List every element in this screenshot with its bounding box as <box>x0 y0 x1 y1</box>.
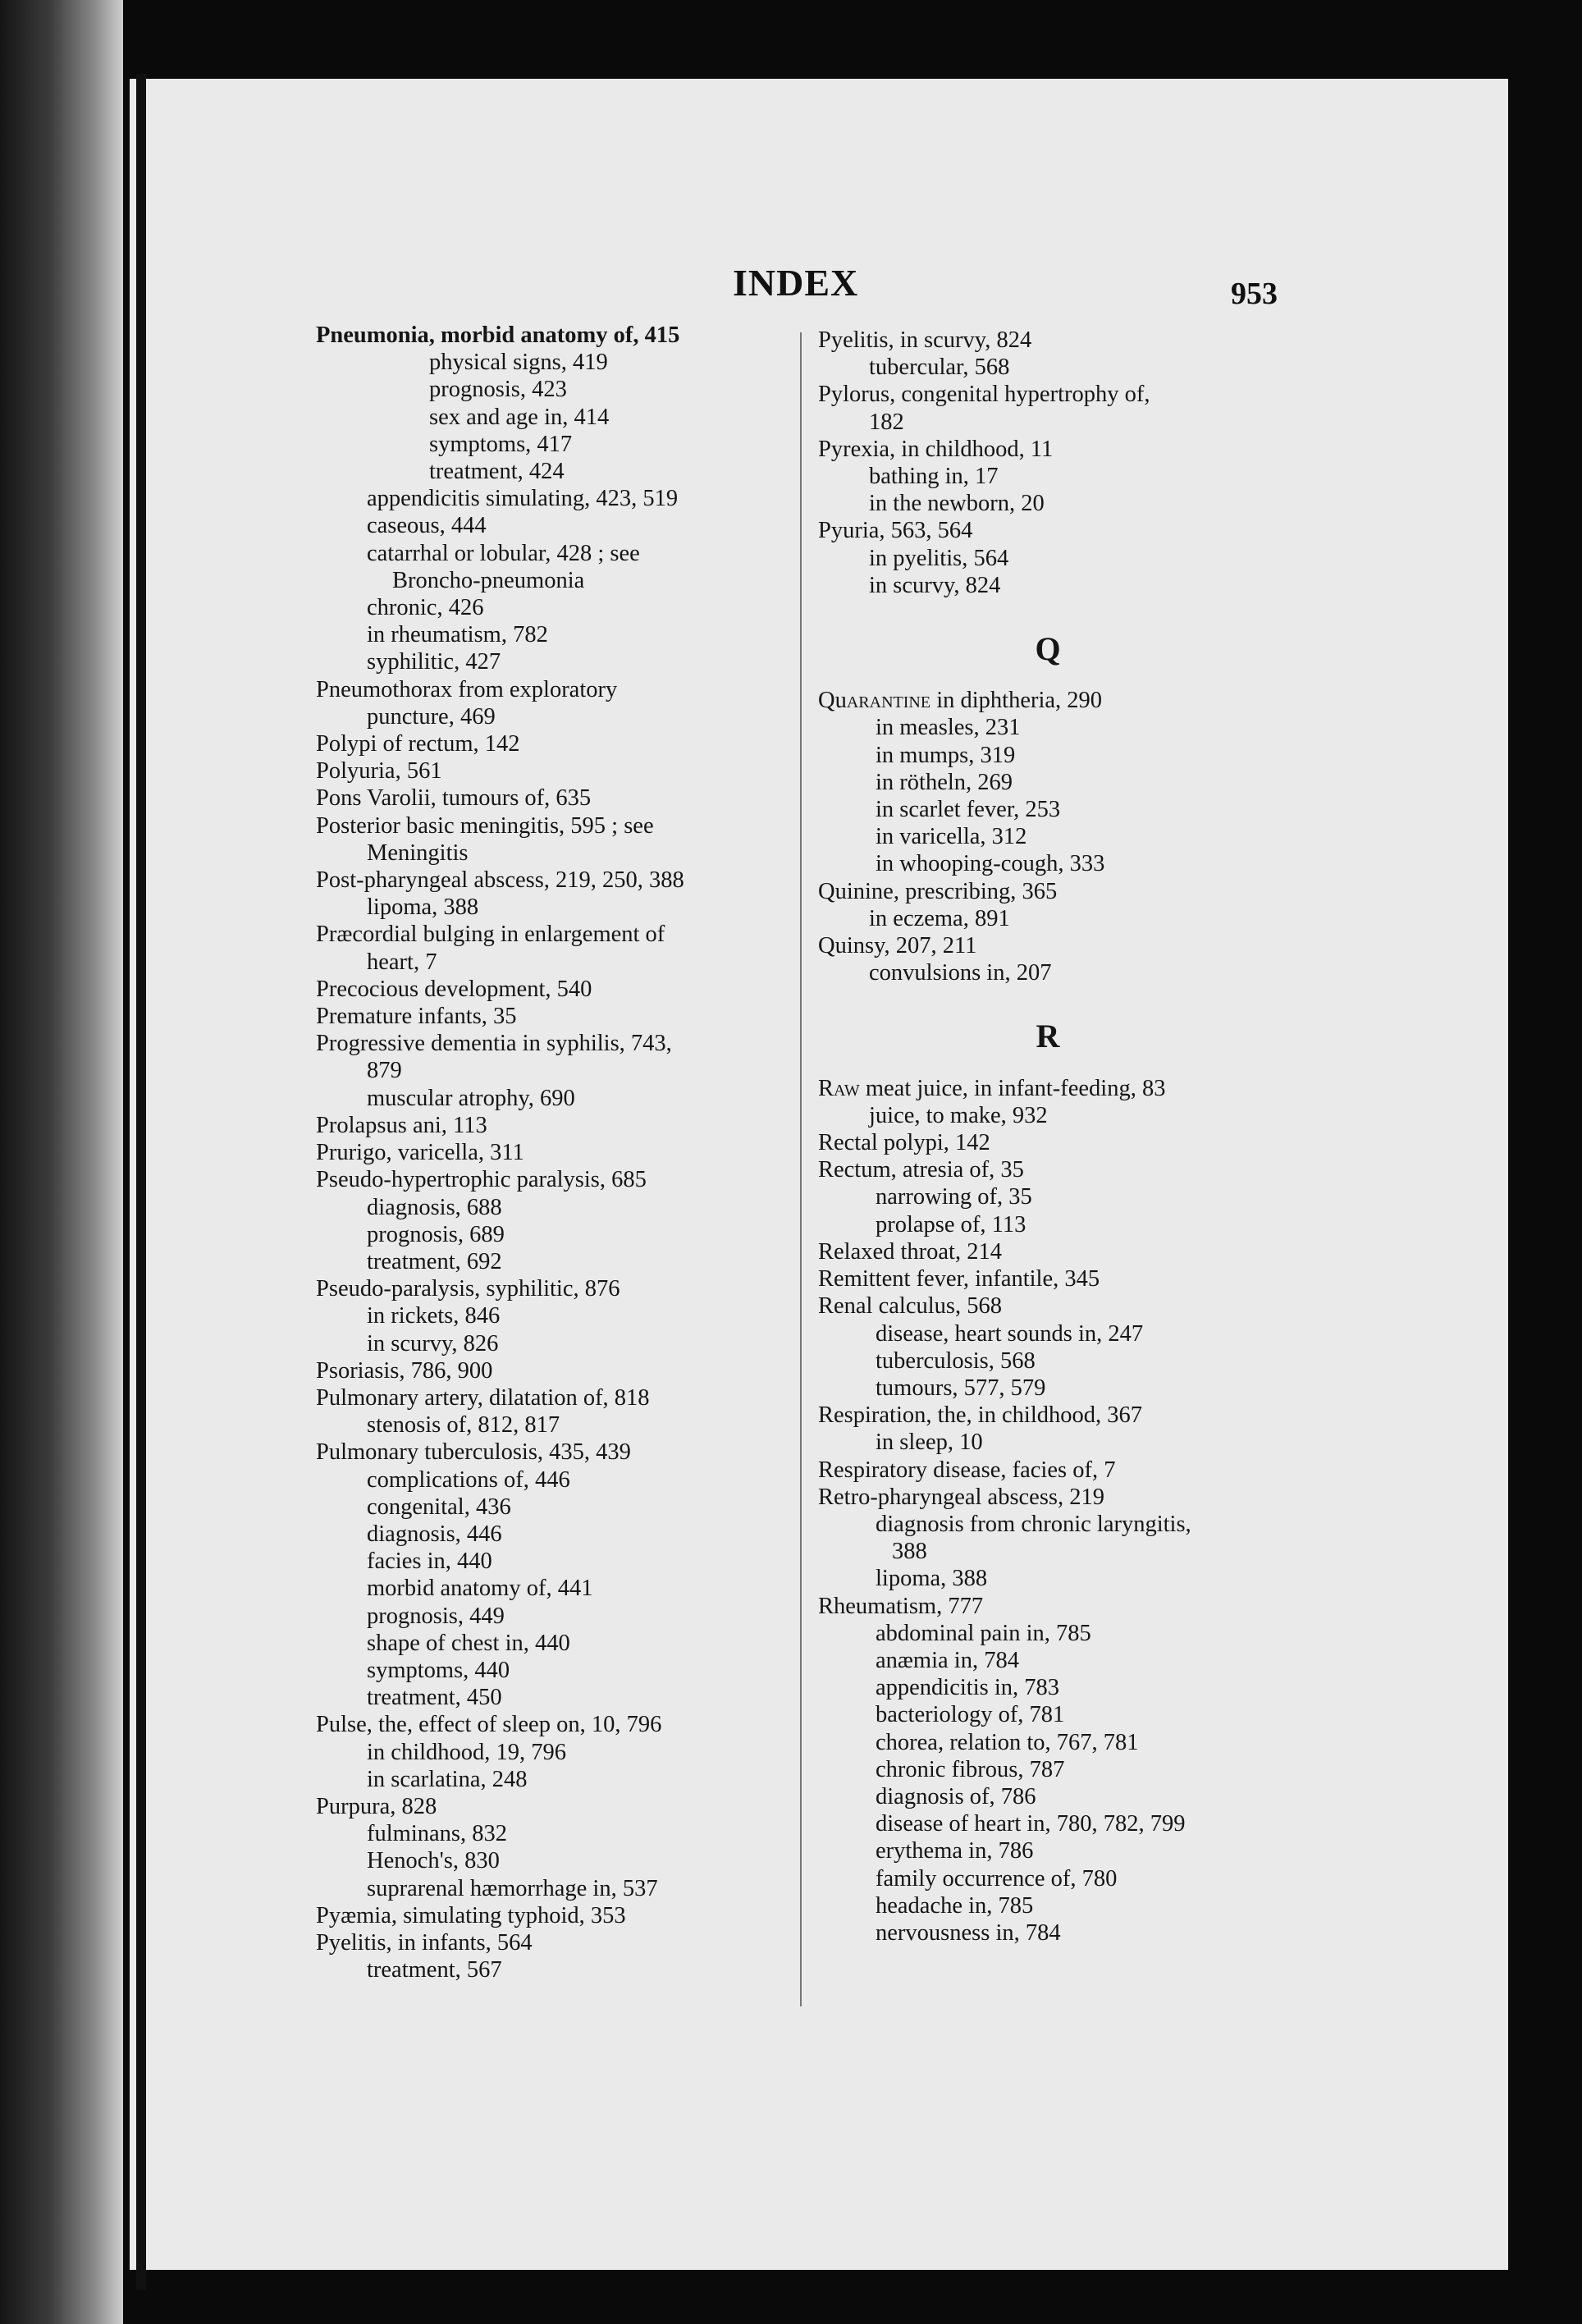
index-entry: lipoma, 388 <box>876 1566 988 1592</box>
index-entry: Henoch's, 830 <box>367 1848 500 1874</box>
index-entry: Respiratory disease, facies of, 7 <box>818 1457 1116 1483</box>
binding-shadow <box>0 0 123 2324</box>
index-entry: Polyuria, 561 <box>316 758 442 785</box>
section-heading-q: Q <box>1035 630 1061 668</box>
index-entry: Pylorus, congenital hypertrophy of, <box>818 382 1150 408</box>
index-entry: muscular atrophy, 690 <box>367 1085 575 1111</box>
entry-lead-smallcaps: arantine <box>846 688 931 714</box>
index-entry: Post-pharyngeal abscess, 219, 250, 388 <box>316 867 684 894</box>
gutter-line <box>136 74 146 2290</box>
index-entry: Renal calculus, 568 <box>818 1293 1002 1320</box>
q-entries <box>818 687 1278 986</box>
index-entry: shape of chest in, 440 <box>367 1630 570 1656</box>
index-entry: Pyelitis, in scurvy, 824 <box>818 327 1032 353</box>
index-entry: in scurvy, 826 <box>367 1330 499 1356</box>
index-entry: in mumps, 319 <box>876 742 1016 768</box>
index-entry: congenital, 436 <box>367 1494 511 1520</box>
index-entry: Psoriasis, 786, 900 <box>316 1357 493 1384</box>
index-entry: catarrhal or lobular, 428 ; see <box>367 540 640 566</box>
page-number: 953 <box>1231 277 1278 311</box>
index-entry: physical signs, 419 <box>429 350 608 376</box>
index-entry: in the newborn, 20 <box>869 491 1045 517</box>
r-entries <box>818 1075 1278 1947</box>
index-entry: symptoms, 417 <box>429 431 573 457</box>
index-entry: bathing in, 17 <box>869 464 999 490</box>
index-entry: treatment, 692 <box>367 1248 502 1274</box>
index-entry: Polypi of rectum, 142 <box>316 731 520 757</box>
index-entry: in scarlet fever, 253 <box>876 797 1061 823</box>
index-entry: chronic, 426 <box>367 595 484 621</box>
index-entry: Pulmonary artery, dilatation of, 818 <box>316 1384 650 1411</box>
index-entry: Rectal polypi, 142 <box>818 1130 990 1156</box>
index-entry: diagnosis, 446 <box>367 1521 502 1547</box>
index-entry: in measles, 231 <box>876 715 1021 741</box>
index-entry: 388 <box>892 1539 927 1565</box>
index-entry: Pons Varolii, tumours of, 635 <box>316 785 592 812</box>
index-entry: Præcordial bulging in enlargement of <box>316 922 665 948</box>
index-entry: Pseudo-paralysis, syphilitic, 876 <box>316 1276 620 1302</box>
index-entry: Quinsy, 207, 211 <box>818 933 977 959</box>
index-entry: 879 <box>367 1058 402 1084</box>
index-entry: in rickets, 846 <box>367 1303 501 1329</box>
entry-lead: Qu <box>818 688 847 714</box>
entry-lead: R <box>818 1075 834 1101</box>
index-entry: tubercular, 568 <box>869 355 1010 381</box>
index-entry: Rheumatism, 777 <box>818 1593 984 1619</box>
index-entry: in rötheln, 269 <box>876 769 1013 795</box>
index-entry: erythema in, 786 <box>876 1838 1034 1864</box>
index-entry: abdominal pain in, 785 <box>876 1620 1091 1646</box>
left-index-column <box>316 322 684 1983</box>
index-entry: in eczema, 891 <box>869 905 1010 931</box>
index-entry: Pyelitis, in infants, 564 <box>316 1929 533 1956</box>
index-entry: Pseudo-hypertrophic paralysis, 685 <box>316 1167 647 1193</box>
column-divider <box>800 332 802 2006</box>
index-entry: family occurrence of, 780 <box>876 1865 1118 1892</box>
index-entry: facies in, 440 <box>367 1549 492 1575</box>
right-index-column <box>818 327 1278 1947</box>
index-entry: symptoms, 440 <box>367 1657 510 1683</box>
index-entry: chronic fibrous, 787 <box>876 1756 1065 1782</box>
index-entry <box>818 1075 1278 1102</box>
index-entry: headache in, 785 <box>876 1892 1034 1919</box>
index-entry: Premature infants, 35 <box>316 1004 517 1030</box>
index-entry: in whooping-cough, 333 <box>876 851 1105 877</box>
index-entry: appendicitis simulating, 423, 519 <box>367 486 679 512</box>
index-entry: Prolapsus ani, 113 <box>316 1112 487 1138</box>
index-entry: diagnosis, 688 <box>367 1194 502 1220</box>
index-entry: stenosis of, 812, 817 <box>367 1412 560 1439</box>
index-entry: prognosis, 423 <box>429 377 567 403</box>
index-entry: Broncho-pneumonia <box>392 567 585 593</box>
index-entry: prognosis, 449 <box>367 1603 505 1629</box>
index-entry: 182 <box>869 409 904 435</box>
index-entry: Progressive dementia in syphilis, 743, <box>316 1031 672 1057</box>
index-entry: treatment, 424 <box>429 459 565 485</box>
index-entry: morbid anatomy of, 441 <box>367 1576 593 1602</box>
index-entry: in pyelitis, 564 <box>869 545 1009 571</box>
index-entry: treatment, 567 <box>367 1957 502 1983</box>
index-entry: Prurigo, varicella, 311 <box>316 1140 524 1166</box>
p-entries <box>818 327 1278 599</box>
index-entry: in childhood, 19, 796 <box>367 1739 567 1765</box>
running-title: INDEX <box>733 262 859 304</box>
index-entry: diagnosis from chronic laryngitis, <box>876 1511 1191 1537</box>
index-entry: bacteriology of, 781 <box>876 1702 1065 1728</box>
index-entry: diagnosis of, 786 <box>876 1783 1036 1809</box>
index-entry: anæmia in, 784 <box>876 1647 1019 1673</box>
index-entry: Pyrexia, in childhood, 11 <box>818 436 1054 462</box>
index-entry: Posterior basic meningitis, 595 ; see <box>316 812 654 839</box>
index-entry <box>818 687 1278 714</box>
index-entry: prognosis, 689 <box>367 1221 505 1247</box>
index-entry: convulsions in, 207 <box>869 960 1052 986</box>
index-entry: tumours, 577, 579 <box>876 1375 1046 1401</box>
index-entry: disease of heart in, 780, 782, 799 <box>876 1811 1186 1837</box>
index-entry: treatment, 450 <box>367 1685 502 1711</box>
index-entry: puncture, 469 <box>367 703 496 730</box>
index-entry: Respiration, the, in childhood, 367 <box>818 1402 1142 1429</box>
index-entry: Precocious development, 540 <box>316 976 592 1002</box>
index-entry: Meningitis <box>367 839 469 866</box>
index-entry: Purpura, 828 <box>316 1793 437 1819</box>
index-entry: lipoma, 388 <box>367 894 479 921</box>
index-entry: Retro-pharyngeal abscess, 219 <box>818 1484 1105 1510</box>
index-entry: appendicitis in, 783 <box>876 1675 1060 1701</box>
index-entry: juice, to make, 932 <box>869 1102 1048 1128</box>
index-entry: in rheumatism, 782 <box>367 622 548 648</box>
index-entry: sex and age in, 414 <box>429 404 610 430</box>
index-entry: narrowing of, 35 <box>876 1184 1032 1210</box>
index-entry: Pyæmia, simulating typhoid, 353 <box>316 1902 626 1928</box>
index-entry: caseous, 444 <box>367 513 487 539</box>
index-entry: fulminans, 832 <box>367 1821 507 1847</box>
index-entry: nervousness in, 784 <box>876 1919 1061 1946</box>
index-entry: syphilitic, 427 <box>367 649 501 675</box>
index-entry: in sleep, 10 <box>876 1430 983 1456</box>
index-entry: in scarlatina, 248 <box>367 1766 528 1792</box>
index-entry: in scurvy, 824 <box>869 572 1001 598</box>
entry-text: meat juice, in infant-feeding, 83 <box>859 1075 1166 1101</box>
index-entry: Pulmonary tuberculosis, 435, 439 <box>316 1439 631 1466</box>
index-entry: Pneumothorax from exploratory <box>316 676 618 702</box>
index-entry: chorea, relation to, 767, 781 <box>876 1729 1139 1755</box>
index-entry: Relaxed throat, 214 <box>818 1238 1002 1265</box>
index-entry: Remittent fever, infantile, 345 <box>818 1266 1100 1292</box>
index-entry: prolapse of, 113 <box>876 1211 1026 1237</box>
index-entry: heart, 7 <box>367 949 437 975</box>
entry-lead-smallcaps: aw <box>834 1075 860 1101</box>
index-entry: tuberculosis, 568 <box>876 1347 1036 1374</box>
index-entry: Pulse, the, effect of sleep on, 10, 796 <box>316 1712 662 1738</box>
section-heading-r: R <box>1036 1018 1060 1055</box>
index-entry: disease, heart sounds in, 247 <box>876 1320 1144 1347</box>
index-entry: Pyuria, 563, 564 <box>818 518 973 544</box>
index-entry: in varicella, 312 <box>876 824 1027 850</box>
entry-text: in diphtheria, 290 <box>930 688 1103 714</box>
index-entry: Rectum, atresia of, 35 <box>818 1157 1024 1183</box>
index-entry: suprarenal hæmorrhage in, 537 <box>367 1875 658 1901</box>
index-entry: complications of, 446 <box>367 1466 570 1493</box>
index-entry: Pneumonia, morbid anatomy of, 415 <box>316 323 680 348</box>
index-entry: Quinine, prescribing, 365 <box>818 878 1058 904</box>
